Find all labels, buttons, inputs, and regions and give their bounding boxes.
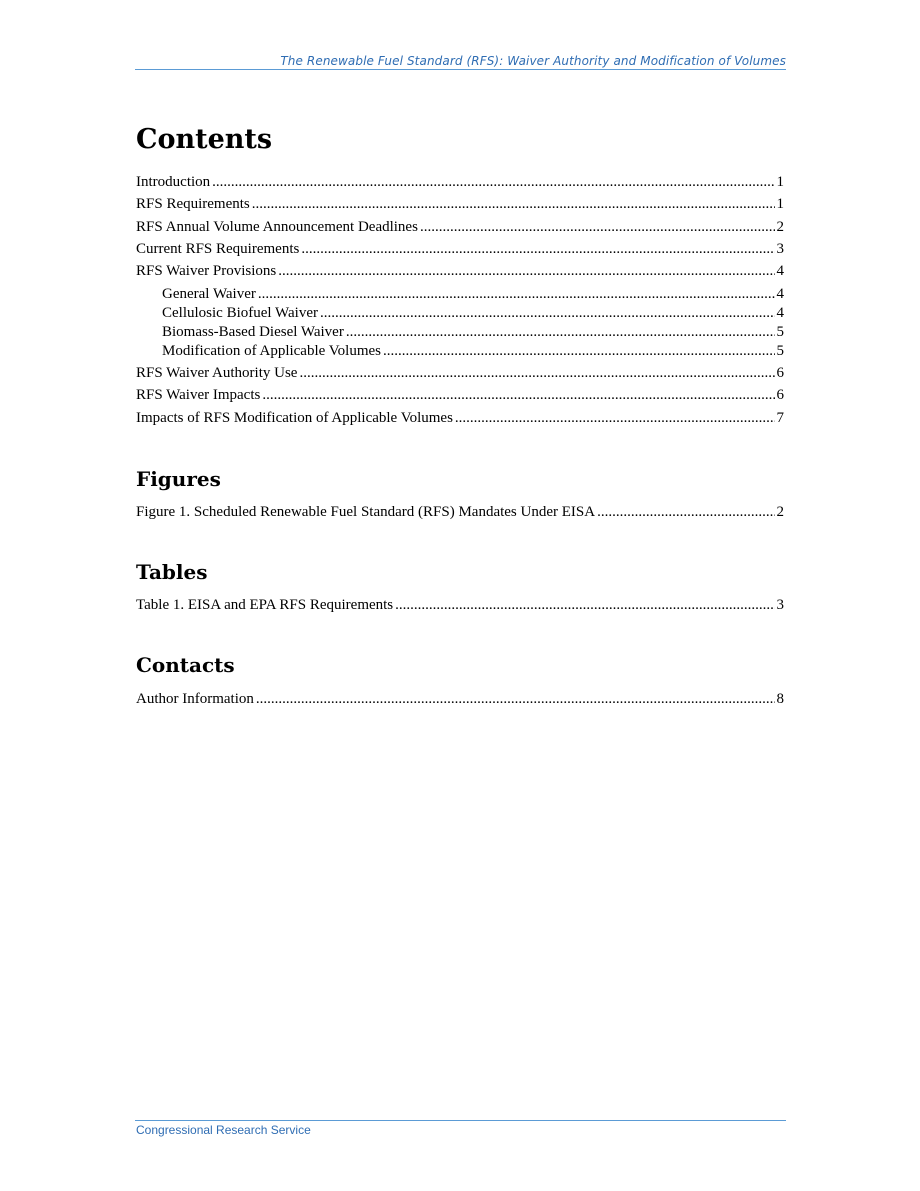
toc-entry-modification-impacts[interactable]	[136, 410, 784, 428]
contents-heading: Contents	[136, 124, 273, 155]
leader-dots	[301, 241, 774, 258]
tables-heading: Tables	[136, 560, 208, 584]
toc-entry-rfs-requirements[interactable]	[136, 196, 784, 214]
leader-dots	[262, 387, 774, 404]
toc-entry-table-1[interactable]	[136, 597, 784, 615]
toc-entry-page: 8	[776, 691, 784, 707]
toc-entry-page: 6	[776, 387, 784, 403]
toc-entry-biomass-diesel-waiver[interactable]	[162, 324, 784, 342]
leader-dots	[346, 324, 775, 341]
leader-dots	[212, 174, 774, 191]
toc-entry-title: RFS Annual Volume Announcement Deadlines	[136, 219, 418, 235]
running-header-title: The Renewable Fuel Standard (RFS): Waiver Authority and Modification of Volumes	[280, 54, 786, 68]
toc-entry-page: 1	[776, 196, 784, 212]
toc-entry-page: 5	[776, 343, 784, 359]
toc-entry-page: 3	[776, 597, 784, 613]
leader-dots	[420, 219, 775, 236]
toc-entry-title: RFS Requirements	[136, 196, 250, 212]
toc-entry-page: 4	[776, 286, 784, 302]
toc-entry-page: 6	[776, 365, 784, 381]
leader-dots	[299, 365, 774, 382]
toc-entry-title: Author Information	[136, 691, 254, 707]
toc-entry-title: Introduction	[136, 174, 211, 190]
toc-entry-page: 2	[776, 504, 784, 520]
toc-entry-title: Impacts of RFS Modification of Applicable Volumes	[136, 410, 453, 426]
toc-entry-page: 2	[776, 219, 784, 235]
toc-entry-figure-1[interactable]	[136, 504, 784, 522]
toc-entry-cellulosic-waiver[interactable]	[162, 305, 784, 323]
footer-divider	[135, 1120, 786, 1121]
toc-entry-waiver-authority-use[interactable]	[136, 365, 784, 383]
toc-entry-title: Figure 1. Scheduled Renewable Fuel Standard (RFS) Mandates Under EISA	[136, 504, 596, 520]
leader-dots	[455, 410, 775, 427]
toc-entry-title: Cellulosic Biofuel Waiver	[162, 305, 318, 321]
toc-entry-title: RFS Waiver Impacts	[136, 387, 261, 403]
leader-dots	[256, 691, 775, 708]
toc-entry-title: Biomass-Based Diesel Waiver	[162, 324, 344, 340]
toc-entry-title: RFS Waiver Provisions	[136, 263, 277, 279]
toc-entry-title: Current RFS Requirements	[136, 241, 300, 257]
leader-dots	[395, 597, 774, 614]
toc-entry-page: 4	[776, 305, 784, 321]
toc-entry-modification-volumes[interactable]	[162, 343, 784, 361]
leader-dots	[383, 343, 774, 360]
toc-entry-title: RFS Waiver Authority Use	[136, 365, 298, 381]
toc-entry-waiver-impacts[interactable]	[136, 387, 784, 405]
toc-entry-page: 3	[776, 241, 784, 257]
figures-heading: Figures	[136, 467, 221, 491]
toc-entry-page: 7	[776, 410, 784, 426]
leader-dots	[252, 196, 775, 213]
header-divider	[135, 69, 786, 70]
toc-entry-announcement-deadlines[interactable]	[136, 219, 784, 237]
toc-entry-author-information[interactable]	[136, 691, 784, 709]
leader-dots	[258, 286, 775, 303]
footer-organization: Congressional Research Service	[136, 1123, 311, 1137]
toc-entry-page: 4	[776, 263, 784, 279]
toc-entry-title: Table 1. EISA and EPA RFS Requirements	[136, 597, 394, 613]
contacts-heading: Contacts	[136, 653, 235, 677]
leader-dots	[278, 263, 774, 280]
toc-entry-title: Modification of Applicable Volumes	[162, 343, 382, 359]
toc-entry-introduction[interactable]	[136, 174, 784, 192]
toc-entry-general-waiver[interactable]	[162, 286, 784, 304]
toc-entry-page: 5	[776, 324, 784, 340]
toc-entry-page: 1	[776, 174, 784, 190]
toc-entry-current-requirements[interactable]	[136, 241, 784, 259]
leader-dots	[597, 504, 774, 521]
toc-entry-title: General Waiver	[162, 286, 256, 302]
leader-dots	[320, 305, 775, 322]
toc-entry-waiver-provisions[interactable]	[136, 263, 784, 281]
